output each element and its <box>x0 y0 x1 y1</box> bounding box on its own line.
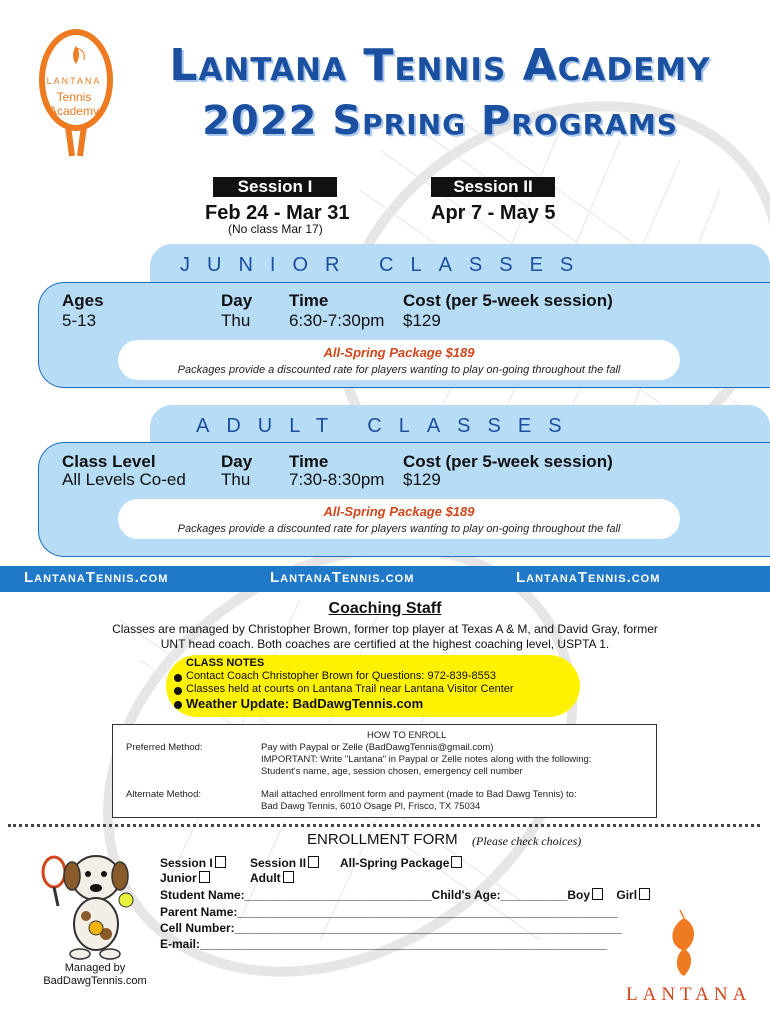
coaching-text-1: Classes are managed by Christopher Brown, former top player at Texas A & M, and David Gray, former <box>112 622 658 636</box>
session-1-checkbox[interactable] <box>215 856 226 868</box>
boy-option: Boy <box>567 888 591 902</box>
junior-heading: JUNIOR CLASSES <box>180 254 591 276</box>
enrollment-form-title: ENROLLMENT FORM <box>307 831 458 848</box>
adult-checkbox[interactable] <box>283 871 294 883</box>
junior-col-time: Time <box>289 291 329 310</box>
managed-by-label: Managed by <box>64 962 126 974</box>
adult-package-bar <box>118 499 680 539</box>
adult-col-level: Class Level <box>62 452 156 471</box>
junior-checkbox[interactable] <box>199 871 210 883</box>
adult-day: Thu <box>221 470 251 489</box>
session-2-dates: Apr 7 - May 5 <box>431 202 556 224</box>
junior-package-bar <box>118 340 680 380</box>
bullet-icon <box>174 701 182 709</box>
adult-heading: ADULT CLASSES <box>196 415 579 437</box>
website-link-3[interactable]: LantanaTennis.com <box>516 569 661 586</box>
student-name-field[interactable]: Student Name:____________________________Child's Age:__________ <box>160 888 568 902</box>
website-link-2[interactable]: LantanaTennis.com <box>270 569 415 586</box>
session-1-label: Session I <box>213 177 337 197</box>
adult-level: All Levels Co-ed <box>62 470 186 489</box>
logo-brand: LANTANA <box>46 76 102 86</box>
alternate-line-2: Bad Dawg Tennis, 6010 Osage Pl, Frisco, TX 75034 <box>261 801 481 812</box>
girl-option: Girl <box>616 888 638 902</box>
all-spring-option: All-Spring Package <box>340 856 450 870</box>
coaching-staff-title: Coaching Staff <box>328 600 442 617</box>
adult-package-desc: Packages provide a discounted rate for players wanting to play on-going throughout the fall <box>177 523 621 535</box>
preferred-method-label: Preferred Method: <box>126 742 203 753</box>
junior-package-desc: Packages provide a discounted rate for players wanting to play on-going throughout the fall <box>177 364 621 376</box>
footer-brand: LANTANA <box>626 984 752 1005</box>
how-to-enroll-box <box>112 724 657 818</box>
junior-cost: $129 <box>403 311 441 330</box>
girl-checkbox[interactable] <box>639 888 650 900</box>
junior-option: Junior <box>160 871 197 885</box>
enrollment-form-hint: (Please check choices) <box>472 834 582 848</box>
junior-col-cost: Cost (per 5-week session) <box>403 291 613 310</box>
junior-day: Thu <box>221 311 251 330</box>
all-spring-checkbox[interactable] <box>451 856 462 868</box>
class-note-location: Classes held at courts on Lantana Trail near Lantana Visitor Center <box>186 683 514 695</box>
preferred-line-3: Student's name, age, session chosen, emergency cell number <box>261 766 523 777</box>
cut-line-divider <box>8 824 760 827</box>
adult-col-day: Day <box>221 452 253 471</box>
adult-package-title: All-Spring Package $189 <box>323 504 475 519</box>
class-note-contact: Contact Coach Christopher Brown for Questions: 972-839-8553 <box>186 670 497 682</box>
session-2-label: Session II <box>431 177 555 197</box>
logo-line-2: Academy <box>48 104 100 118</box>
dog-mascot-icon <box>40 850 136 962</box>
preferred-line-1: Pay with Paypal or Zelle (BadDawgTennis@gmail.com) <box>261 742 494 753</box>
how-to-enroll-title: HOW TO ENROLL <box>367 730 447 741</box>
adult-col-cost: Cost (per 5-week session) <box>403 452 613 471</box>
page-title: Lantana Tennis Academy <box>169 40 711 91</box>
bullet-icon <box>174 674 182 682</box>
bullet-icon <box>174 687 182 695</box>
class-notes-box <box>166 655 580 717</box>
page-subtitle: 2022 Spring Programs <box>202 98 678 144</box>
junior-col-day: Day <box>221 291 253 310</box>
email-field[interactable]: E-mail:_____________________________________________________________ <box>160 937 608 951</box>
junior-col-ages: Ages <box>62 291 104 310</box>
junior-package-title: All-Spring Package $189 <box>323 345 475 360</box>
lantana-butterfly-logo-icon <box>666 910 702 980</box>
session-2-checkbox[interactable] <box>308 856 319 868</box>
session-1-option: Session I <box>160 856 213 870</box>
session-1-dates: Feb 24 - Mar 31 <box>205 202 350 224</box>
alternate-method-label: Alternate Method: <box>126 789 201 800</box>
adult-col-time: Time <box>289 452 329 471</box>
parent-name-field[interactable]: Parent Name:_________________________________________________________ <box>160 905 618 919</box>
adult-option: Adult <box>250 871 281 885</box>
preferred-line-2: IMPORTANT: Write "Lantana" in Paypal or Zelle notes along with the following: <box>261 754 592 765</box>
logo-line-1: Tennis <box>56 90 92 104</box>
class-notes-title: CLASS NOTES <box>186 657 265 669</box>
junior-ages: 5-13 <box>62 311 97 330</box>
website-link-1[interactable]: LantanaTennis.com <box>24 569 169 586</box>
alternate-line-1: Mail attached enrollment form and payment (made to Bad Dawg Tennis) to: <box>261 789 577 800</box>
cell-number-field[interactable]: Cell Number:__________________________________________________________ <box>160 921 622 935</box>
managed-by-site[interactable]: BadDawgTennis.com <box>43 975 147 987</box>
session-2-option: Session II <box>250 856 307 870</box>
adult-time: 7:30-8:30pm <box>289 470 385 489</box>
session-1-note: (No class Mar 17) <box>228 222 323 236</box>
coaching-text-2: UNT head coach. Both coaches are certified at the highest coaching level, USPTA 1. <box>160 637 610 651</box>
boy-checkbox[interactable] <box>592 888 603 900</box>
junior-time: 6:30-7:30pm <box>289 311 385 330</box>
adult-cost: $129 <box>403 470 441 489</box>
class-note-weather: Weather Update: BadDawgTennis.com <box>186 696 424 711</box>
